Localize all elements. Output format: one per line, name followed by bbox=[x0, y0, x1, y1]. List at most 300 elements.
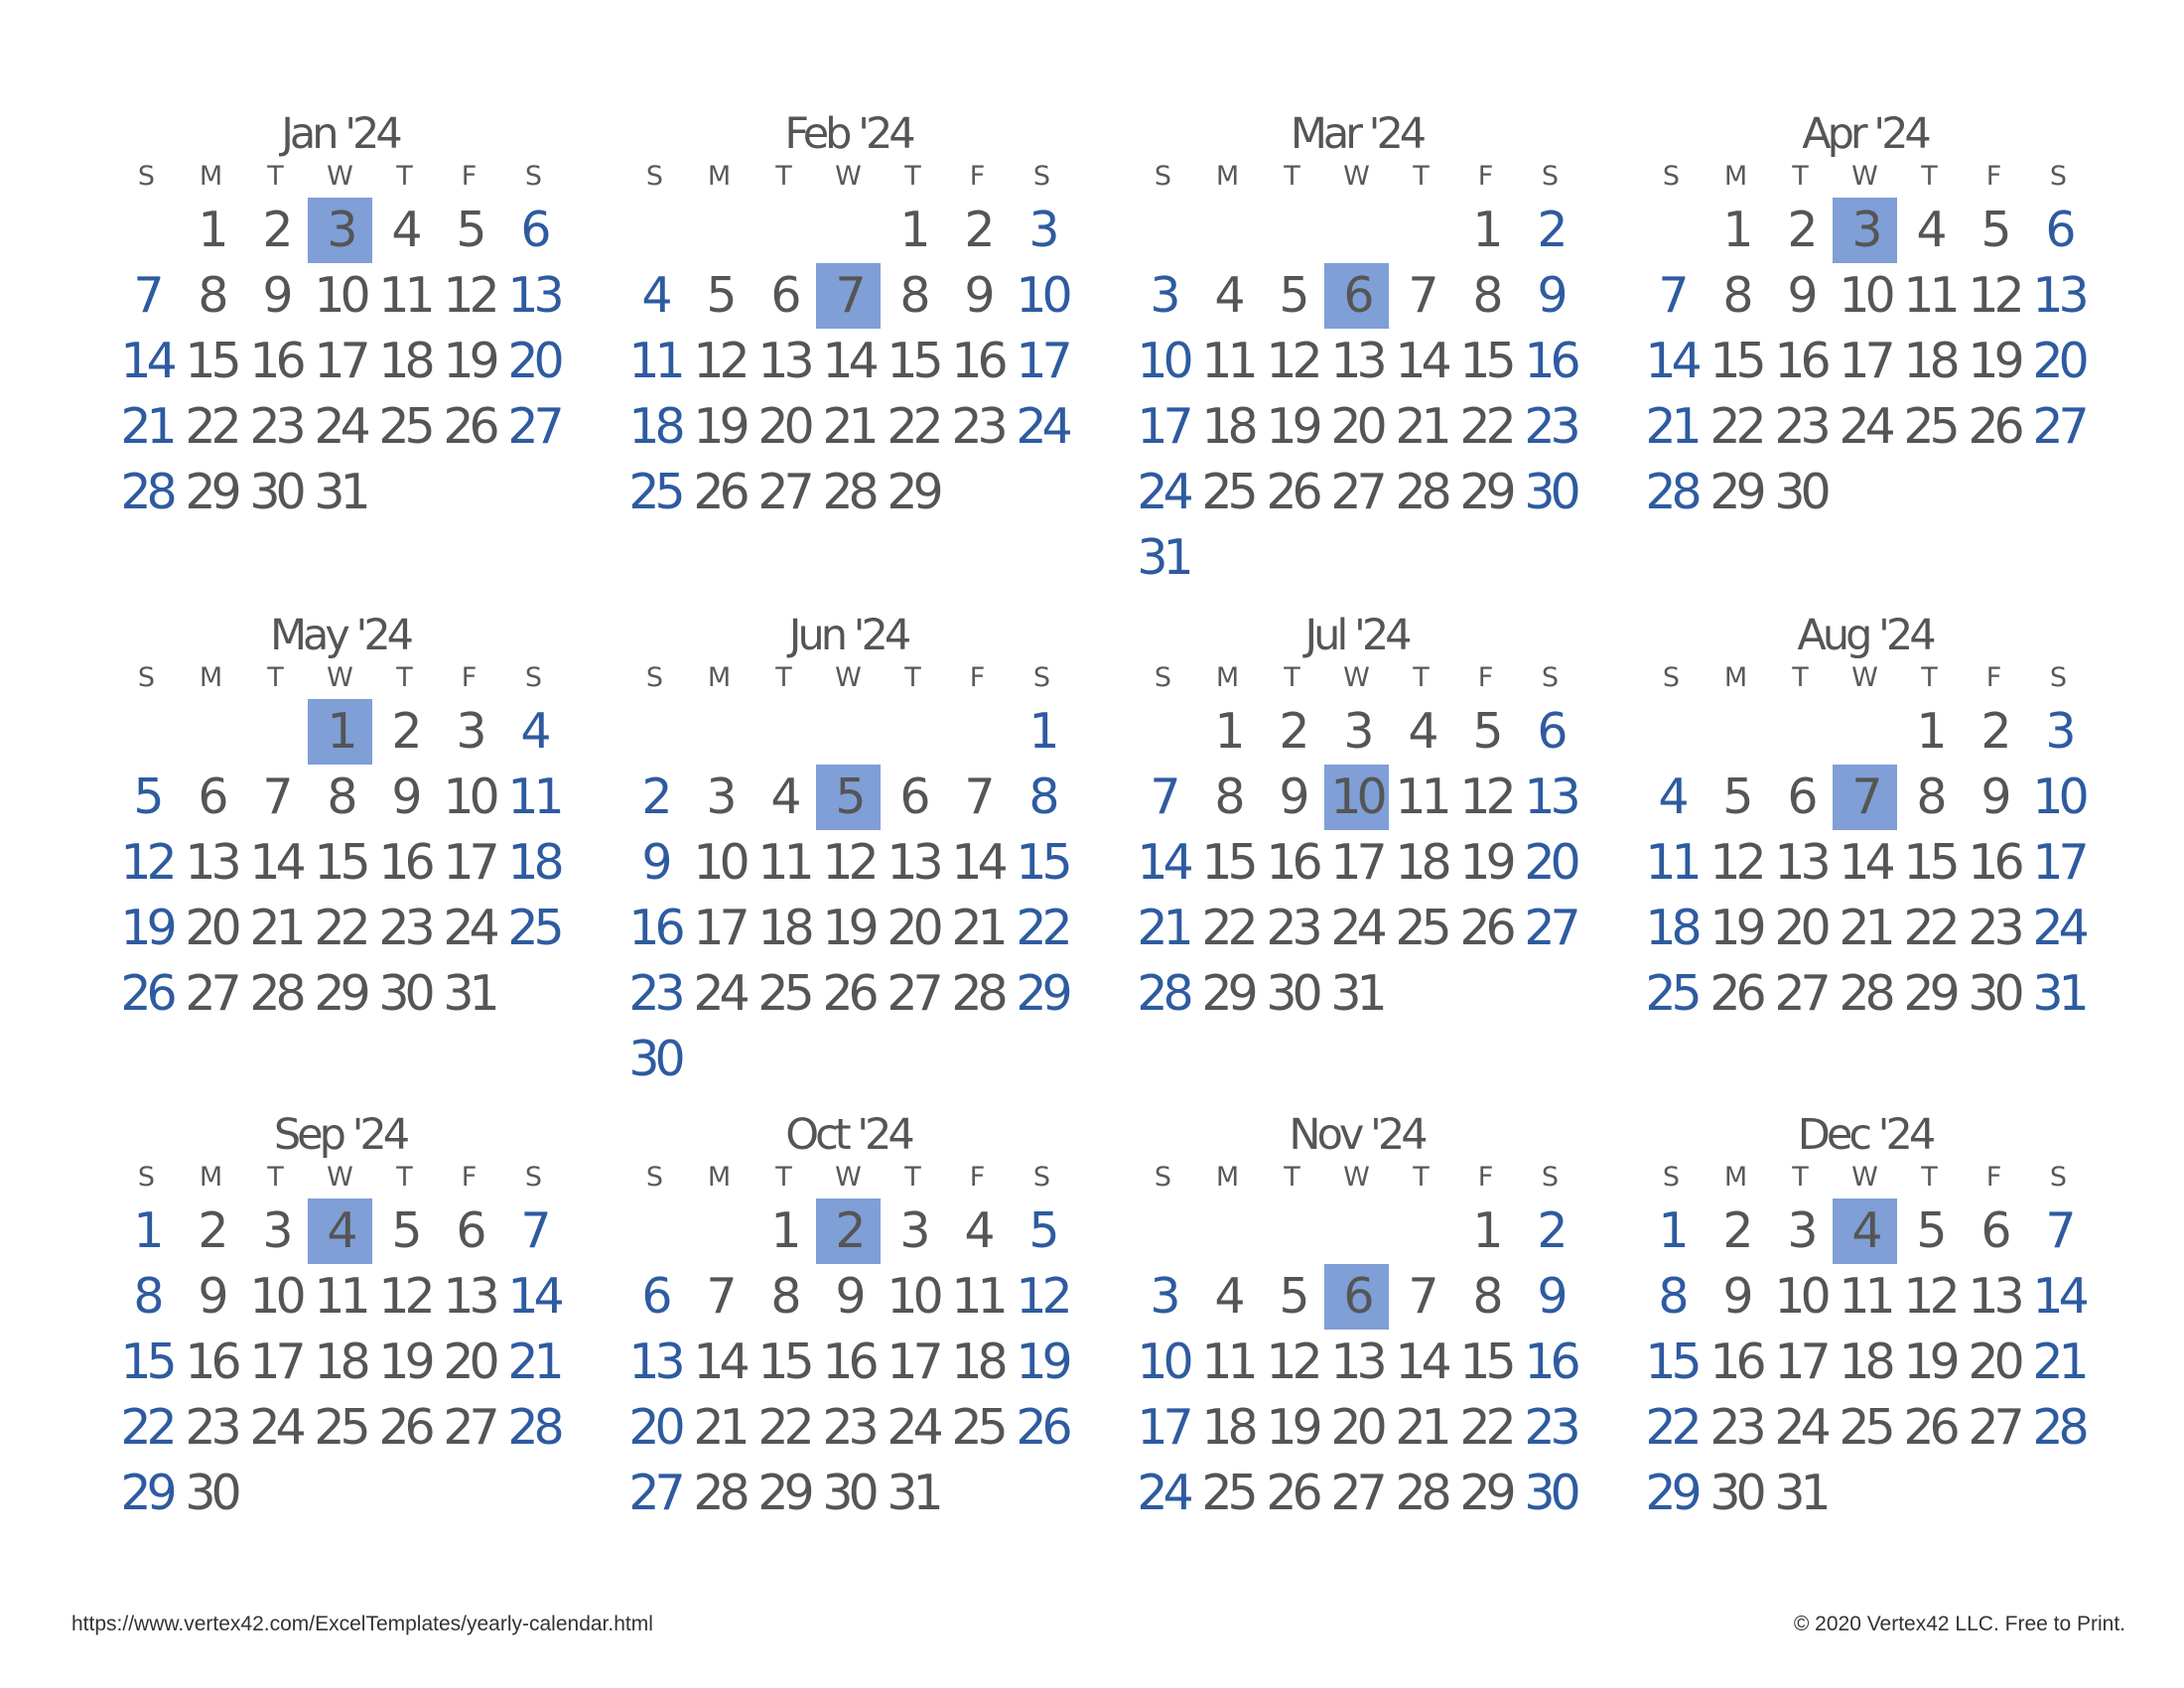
weekday-header: M bbox=[1723, 161, 1748, 192]
highlighted-day-cell: 10 bbox=[1324, 765, 1389, 830]
day-cell: 31 bbox=[1330, 965, 1383, 1022]
day-cell: 11 bbox=[1839, 1268, 1891, 1325]
day-cell: 25 bbox=[757, 965, 810, 1022]
day-cell: 19 bbox=[1709, 900, 1762, 956]
day-cell: 14 bbox=[822, 333, 875, 389]
day-cell: 4 bbox=[1214, 1268, 1241, 1325]
day-cell: 13 bbox=[1330, 1334, 1383, 1390]
day-cell: 14 bbox=[1395, 1334, 1447, 1390]
weekday-header: T bbox=[1921, 662, 1938, 693]
day-cell: 19 bbox=[1459, 834, 1512, 891]
day-cell: 17 bbox=[1137, 1399, 1189, 1456]
day-cell: 5 bbox=[133, 769, 160, 825]
weekday-header: F bbox=[1477, 1162, 1494, 1193]
day-cell: 1 bbox=[1722, 202, 1749, 258]
day-cell: 3 bbox=[706, 769, 733, 825]
weekday-header: S bbox=[524, 1162, 543, 1193]
day-cell: 26 bbox=[1903, 1399, 1956, 1456]
day-cell: 30 bbox=[1774, 464, 1827, 520]
weekday-header-row bbox=[622, 1160, 1074, 1196]
day-cell: 7 bbox=[1408, 1268, 1434, 1325]
day-cell: 27 bbox=[2032, 398, 2085, 455]
day-cell: 28 bbox=[1395, 1465, 1447, 1521]
day-cell: 24 bbox=[1774, 1399, 1827, 1456]
day-cell: 20 bbox=[443, 1334, 495, 1390]
day-cell: 6 bbox=[520, 202, 547, 258]
day-cell: 25 bbox=[1201, 1465, 1254, 1521]
day-cell: 16 bbox=[1266, 834, 1318, 891]
weekday-header-row bbox=[114, 159, 566, 195]
day-cell: 2 bbox=[391, 703, 418, 760]
weekday-header: F bbox=[969, 1162, 986, 1193]
day-cell: 27 bbox=[1330, 1465, 1383, 1521]
day-cell: 7 bbox=[1658, 267, 1685, 324]
day-cell: 20 bbox=[1968, 1334, 2020, 1390]
day-cell: 29 bbox=[1016, 965, 1068, 1022]
day-cell: 15 bbox=[120, 1334, 173, 1390]
day-cell: 20 bbox=[757, 398, 810, 455]
day-cell: 7 bbox=[133, 267, 160, 324]
day-cell: 8 bbox=[1472, 267, 1499, 324]
day-cell: 16 bbox=[951, 333, 1004, 389]
day-cell: 15 bbox=[185, 333, 237, 389]
day-cell: 22 bbox=[1709, 398, 1762, 455]
weekday-header: S bbox=[1154, 161, 1172, 192]
day-cell: 8 bbox=[1472, 1268, 1499, 1325]
day-cell: 18 bbox=[1201, 1399, 1254, 1456]
weekday-header: M bbox=[707, 1162, 732, 1193]
weekday-header: S bbox=[1541, 161, 1560, 192]
weekday-header-row bbox=[1639, 660, 2091, 696]
day-cell: 28 bbox=[507, 1399, 560, 1456]
day-cell: 11 bbox=[378, 267, 431, 324]
day-cell: 16 bbox=[1524, 333, 1576, 389]
weekday-header: T bbox=[267, 662, 284, 693]
weekday-header: T bbox=[1413, 1162, 1430, 1193]
day-cell: 22 bbox=[1201, 900, 1254, 956]
day-cell: 24 bbox=[1137, 1465, 1189, 1521]
day-cell: 22 bbox=[314, 900, 366, 956]
month-title: Mar '24 bbox=[1290, 109, 1424, 159]
month-title: Feb '24 bbox=[784, 109, 912, 159]
day-cell: 14 bbox=[2032, 1268, 2085, 1325]
day-cell: 30 bbox=[1709, 1465, 1762, 1521]
weekday-header-row bbox=[1131, 159, 1582, 195]
weekday-header: T bbox=[1792, 1162, 1809, 1193]
weekday-header-row bbox=[1639, 1160, 2091, 1196]
day-cell: 14 bbox=[1137, 834, 1189, 891]
day-cell: 7 bbox=[706, 1268, 733, 1325]
day-cell: 3 bbox=[1787, 1202, 1814, 1259]
day-cell: 29 bbox=[1201, 965, 1254, 1022]
weekday-header: W bbox=[1851, 1162, 1878, 1193]
weekday-header-row bbox=[1131, 660, 1582, 696]
day-cell: 17 bbox=[887, 1334, 939, 1390]
day-cell: 20 bbox=[1330, 1399, 1383, 1456]
day-cell: 1 bbox=[1472, 1202, 1499, 1259]
day-cell: 18 bbox=[378, 333, 431, 389]
day-cell: 4 bbox=[520, 703, 547, 760]
day-cell: 23 bbox=[951, 398, 1004, 455]
day-cell: 11 bbox=[1201, 333, 1254, 389]
day-cell: 21 bbox=[693, 1399, 746, 1456]
day-cell: 11 bbox=[951, 1268, 1004, 1325]
weekday-header: W bbox=[327, 662, 353, 693]
day-cell: 29 bbox=[1645, 1465, 1698, 1521]
weekday-header: F bbox=[1985, 1162, 2002, 1193]
day-cell: 1 bbox=[1658, 1202, 1685, 1259]
day-cell: 18 bbox=[951, 1334, 1004, 1390]
day-cell: 8 bbox=[1916, 769, 1943, 825]
day-cell: 30 bbox=[185, 1465, 237, 1521]
weekday-header: F bbox=[461, 1162, 478, 1193]
day-cell: 22 bbox=[1459, 398, 1512, 455]
month-title: Jul '24 bbox=[1304, 611, 1409, 660]
day-cell: 10 bbox=[887, 1268, 939, 1325]
weekday-header: S bbox=[1154, 662, 1172, 693]
day-cell: 24 bbox=[1330, 900, 1383, 956]
day-cell: 15 bbox=[1903, 834, 1956, 891]
day-cell: 7 bbox=[964, 769, 991, 825]
day-cell: 5 bbox=[706, 267, 733, 324]
day-cell: 28 bbox=[120, 464, 173, 520]
weekday-header: T bbox=[1921, 1162, 1938, 1193]
day-cell: 22 bbox=[185, 398, 237, 455]
day-cell: 19 bbox=[120, 900, 173, 956]
day-cell: 15 bbox=[887, 333, 939, 389]
weekday-header: T bbox=[775, 662, 792, 693]
day-cell: 12 bbox=[1709, 834, 1762, 891]
day-cell: 16 bbox=[1524, 1334, 1576, 1390]
day-cell: 22 bbox=[1645, 1399, 1698, 1456]
day-cell: 15 bbox=[1459, 1334, 1512, 1390]
day-cell: 5 bbox=[456, 202, 482, 258]
day-cell: 11 bbox=[1201, 1334, 1254, 1390]
day-cell: 19 bbox=[1266, 1399, 1318, 1456]
weekday-header: T bbox=[1284, 662, 1300, 693]
day-cell: 19 bbox=[378, 1334, 431, 1390]
day-cell: 20 bbox=[185, 900, 237, 956]
day-cell: 9 bbox=[391, 769, 418, 825]
weekday-header: S bbox=[645, 662, 664, 693]
weekday-header: T bbox=[904, 161, 921, 192]
day-cell: 8 bbox=[327, 769, 353, 825]
day-cell: 1 bbox=[1214, 703, 1241, 760]
weekday-header: M bbox=[1215, 161, 1240, 192]
month-title: Nov '24 bbox=[1289, 1110, 1425, 1160]
day-cell: 16 bbox=[1774, 333, 1827, 389]
day-cell: 28 bbox=[249, 965, 302, 1022]
day-cell: 21 bbox=[249, 900, 302, 956]
day-cell: 8 bbox=[770, 1268, 797, 1325]
weekday-header: T bbox=[775, 1162, 792, 1193]
day-cell: 18 bbox=[757, 900, 810, 956]
day-cell: 25 bbox=[628, 464, 681, 520]
day-cell: 13 bbox=[185, 834, 237, 891]
day-cell: 14 bbox=[1395, 333, 1447, 389]
weekday-header: T bbox=[904, 1162, 921, 1193]
weekday-header: T bbox=[1284, 1162, 1300, 1193]
day-cell: 22 bbox=[1903, 900, 1956, 956]
day-cell: 28 bbox=[2032, 1399, 2085, 1456]
day-cell: 28 bbox=[1839, 965, 1891, 1022]
day-cell: 23 bbox=[378, 900, 431, 956]
day-cell: 13 bbox=[757, 333, 810, 389]
day-cell: 2 bbox=[1537, 202, 1564, 258]
day-cell: 26 bbox=[1459, 900, 1512, 956]
day-cell: 20 bbox=[1774, 900, 1827, 956]
day-cell: 12 bbox=[120, 834, 173, 891]
highlighted-day-cell: 6 bbox=[1324, 263, 1389, 329]
day-cell: 9 bbox=[198, 1268, 224, 1325]
day-cell: 26 bbox=[1709, 965, 1762, 1022]
day-cell: 2 bbox=[1279, 703, 1305, 760]
day-cell: 25 bbox=[1903, 398, 1956, 455]
day-cell: 15 bbox=[314, 834, 366, 891]
day-cell: 10 bbox=[2032, 769, 2085, 825]
weekday-header-row bbox=[1131, 1160, 1582, 1196]
day-cell: 21 bbox=[822, 398, 875, 455]
day-cell: 19 bbox=[1266, 398, 1318, 455]
highlighted-day-cell: 7 bbox=[816, 263, 881, 329]
day-cell: 14 bbox=[693, 1334, 746, 1390]
month-title: Oct '24 bbox=[785, 1110, 911, 1160]
day-cell: 26 bbox=[1016, 1399, 1068, 1456]
day-cell: 17 bbox=[1774, 1334, 1827, 1390]
day-cell: 11 bbox=[507, 769, 560, 825]
day-cell: 4 bbox=[641, 267, 668, 324]
day-cell: 22 bbox=[1459, 1399, 1512, 1456]
day-cell: 2 bbox=[262, 202, 289, 258]
weekday-header: T bbox=[267, 161, 284, 192]
day-cell: 5 bbox=[1279, 1268, 1305, 1325]
highlighted-day-cell: 6 bbox=[1324, 1264, 1389, 1330]
day-cell: 18 bbox=[314, 1334, 366, 1390]
day-cell: 8 bbox=[133, 1268, 160, 1325]
day-cell: 10 bbox=[1137, 1334, 1189, 1390]
weekday-header: M bbox=[707, 161, 732, 192]
weekday-header: F bbox=[1477, 161, 1494, 192]
day-cell: 9 bbox=[1537, 267, 1564, 324]
day-cell: 30 bbox=[378, 965, 431, 1022]
day-cell: 29 bbox=[1459, 464, 1512, 520]
weekday-header: W bbox=[1851, 161, 1878, 192]
day-cell: 23 bbox=[185, 1399, 237, 1456]
day-cell: 11 bbox=[1645, 834, 1698, 891]
day-cell: 13 bbox=[2032, 267, 2085, 324]
day-cell: 16 bbox=[378, 834, 431, 891]
weekday-header: W bbox=[835, 662, 862, 693]
day-cell: 9 bbox=[1980, 769, 2007, 825]
day-cell: 29 bbox=[887, 464, 939, 520]
day-cell: 31 bbox=[443, 965, 495, 1022]
highlighted-day-cell: 5 bbox=[816, 765, 881, 830]
highlighted-day-cell: 7 bbox=[1833, 765, 1897, 830]
day-cell: 13 bbox=[628, 1334, 681, 1390]
weekday-header: T bbox=[267, 1162, 284, 1193]
day-cell: 5 bbox=[391, 1202, 418, 1259]
day-cell: 21 bbox=[951, 900, 1004, 956]
weekday-header: T bbox=[1284, 161, 1300, 192]
weekday-header: S bbox=[1662, 161, 1681, 192]
weekday-header: S bbox=[645, 161, 664, 192]
day-cell: 26 bbox=[1968, 398, 2020, 455]
day-cell: 23 bbox=[249, 398, 302, 455]
day-cell: 27 bbox=[507, 398, 560, 455]
weekday-header: F bbox=[1985, 161, 2002, 192]
day-cell: 10 bbox=[314, 267, 366, 324]
weekday-header: W bbox=[1343, 1162, 1370, 1193]
day-cell: 7 bbox=[2045, 1202, 2072, 1259]
day-cell: 27 bbox=[1774, 965, 1827, 1022]
day-cell: 30 bbox=[1968, 965, 2020, 1022]
day-cell: 17 bbox=[1330, 834, 1383, 891]
day-cell: 6 bbox=[456, 1202, 482, 1259]
weekday-header: S bbox=[137, 161, 156, 192]
weekday-header: W bbox=[835, 1162, 862, 1193]
day-cell: 12 bbox=[378, 1268, 431, 1325]
day-cell: 24 bbox=[887, 1399, 939, 1456]
day-cell: 1 bbox=[133, 1202, 160, 1259]
day-cell: 6 bbox=[641, 1268, 668, 1325]
day-cell: 3 bbox=[1028, 202, 1055, 258]
day-cell: 4 bbox=[964, 1202, 991, 1259]
day-cell: 12 bbox=[822, 834, 875, 891]
day-cell: 6 bbox=[899, 769, 926, 825]
day-cell: 3 bbox=[456, 703, 482, 760]
day-cell: 27 bbox=[887, 965, 939, 1022]
day-cell: 20 bbox=[887, 900, 939, 956]
day-cell: 25 bbox=[1839, 1399, 1891, 1456]
weekday-header: T bbox=[1921, 161, 1938, 192]
weekday-header: F bbox=[1985, 662, 2002, 693]
month-title: Aug '24 bbox=[1797, 611, 1933, 660]
weekday-header: M bbox=[1723, 1162, 1748, 1193]
weekday-header: F bbox=[461, 161, 478, 192]
day-cell: 9 bbox=[1722, 1268, 1749, 1325]
day-cell: 11 bbox=[1395, 769, 1447, 825]
day-cell: 13 bbox=[1774, 834, 1827, 891]
day-cell: 4 bbox=[770, 769, 797, 825]
weekday-header: S bbox=[1541, 662, 1560, 693]
highlighted-day-cell: 4 bbox=[1833, 1198, 1897, 1264]
day-cell: 25 bbox=[314, 1399, 366, 1456]
day-cell: 26 bbox=[822, 965, 875, 1022]
day-cell: 5 bbox=[1028, 1202, 1055, 1259]
day-cell: 11 bbox=[628, 333, 681, 389]
day-cell: 12 bbox=[1016, 1268, 1068, 1325]
day-cell: 14 bbox=[1645, 333, 1698, 389]
day-cell: 3 bbox=[2045, 703, 2072, 760]
day-cell: 9 bbox=[641, 834, 668, 891]
day-cell: 17 bbox=[693, 900, 746, 956]
weekday-header: W bbox=[327, 1162, 353, 1193]
day-cell: 6 bbox=[2045, 202, 2072, 258]
day-cell: 7 bbox=[1408, 267, 1434, 324]
day-cell: 2 bbox=[1722, 1202, 1749, 1259]
weekday-header: S bbox=[524, 161, 543, 192]
day-cell: 12 bbox=[1266, 1334, 1318, 1390]
day-cell: 1 bbox=[198, 202, 224, 258]
day-cell: 20 bbox=[2032, 333, 2085, 389]
day-cell: 29 bbox=[757, 1465, 810, 1521]
day-cell: 22 bbox=[757, 1399, 810, 1456]
day-cell: 23 bbox=[1709, 1399, 1762, 1456]
weekday-header: W bbox=[327, 161, 353, 192]
day-cell: 28 bbox=[822, 464, 875, 520]
day-cell: 3 bbox=[1150, 267, 1176, 324]
weekday-header: T bbox=[904, 662, 921, 693]
day-cell: 23 bbox=[1524, 398, 1576, 455]
month-title: Sep '24 bbox=[273, 1110, 407, 1160]
day-cell: 30 bbox=[1266, 965, 1318, 1022]
day-cell: 7 bbox=[262, 769, 289, 825]
day-cell: 24 bbox=[1016, 398, 1068, 455]
day-cell: 21 bbox=[1645, 398, 1698, 455]
day-cell: 27 bbox=[185, 965, 237, 1022]
day-cell: 15 bbox=[757, 1334, 810, 1390]
day-cell: 19 bbox=[443, 333, 495, 389]
month-title: May '24 bbox=[269, 611, 411, 660]
weekday-header: S bbox=[137, 1162, 156, 1193]
day-cell: 16 bbox=[822, 1334, 875, 1390]
day-cell: 28 bbox=[1395, 464, 1447, 520]
weekday-header: S bbox=[2049, 1162, 2068, 1193]
day-cell: 8 bbox=[1722, 267, 1749, 324]
day-cell: 22 bbox=[887, 398, 939, 455]
day-cell: 19 bbox=[1016, 1334, 1068, 1390]
day-cell: 12 bbox=[1266, 333, 1318, 389]
weekday-header: T bbox=[1413, 662, 1430, 693]
weekday-header: S bbox=[1662, 1162, 1681, 1193]
day-cell: 23 bbox=[1266, 900, 1318, 956]
weekday-header: M bbox=[199, 1162, 223, 1193]
footer-url[interactable]: https://www.vertex42.com/ExcelTemplates/yearly-calendar.html bbox=[71, 1613, 653, 1635]
weekday-header-row bbox=[114, 660, 566, 696]
highlighted-day-cell: 4 bbox=[308, 1198, 372, 1264]
weekday-header: T bbox=[396, 662, 413, 693]
day-cell: 29 bbox=[1459, 1465, 1512, 1521]
day-cell: 14 bbox=[120, 333, 173, 389]
day-cell: 29 bbox=[1709, 464, 1762, 520]
day-cell: 10 bbox=[249, 1268, 302, 1325]
day-cell: 4 bbox=[1658, 769, 1685, 825]
weekday-header: S bbox=[1032, 161, 1051, 192]
month-title: Jun '24 bbox=[788, 611, 908, 660]
day-cell: 19 bbox=[1903, 1334, 1956, 1390]
day-cell: 16 bbox=[628, 900, 681, 956]
day-cell: 24 bbox=[314, 398, 366, 455]
day-cell: 28 bbox=[693, 1465, 746, 1521]
day-cell: 9 bbox=[262, 267, 289, 324]
day-cell: 15 bbox=[1645, 1334, 1698, 1390]
day-cell: 5 bbox=[1722, 769, 1749, 825]
day-cell: 26 bbox=[1266, 1465, 1318, 1521]
day-cell: 23 bbox=[628, 965, 681, 1022]
day-cell: 13 bbox=[1968, 1268, 2020, 1325]
day-cell: 5 bbox=[1279, 267, 1305, 324]
day-cell: 17 bbox=[1839, 333, 1891, 389]
day-cell: 16 bbox=[1709, 1334, 1762, 1390]
day-cell: 9 bbox=[1787, 267, 1814, 324]
weekday-header: S bbox=[2049, 161, 2068, 192]
day-cell: 26 bbox=[1266, 464, 1318, 520]
day-cell: 25 bbox=[951, 1399, 1004, 1456]
weekday-header: W bbox=[835, 161, 862, 192]
day-cell: 30 bbox=[628, 1031, 681, 1087]
day-cell: 23 bbox=[1524, 1399, 1576, 1456]
day-cell: 5 bbox=[1916, 1202, 1943, 1259]
